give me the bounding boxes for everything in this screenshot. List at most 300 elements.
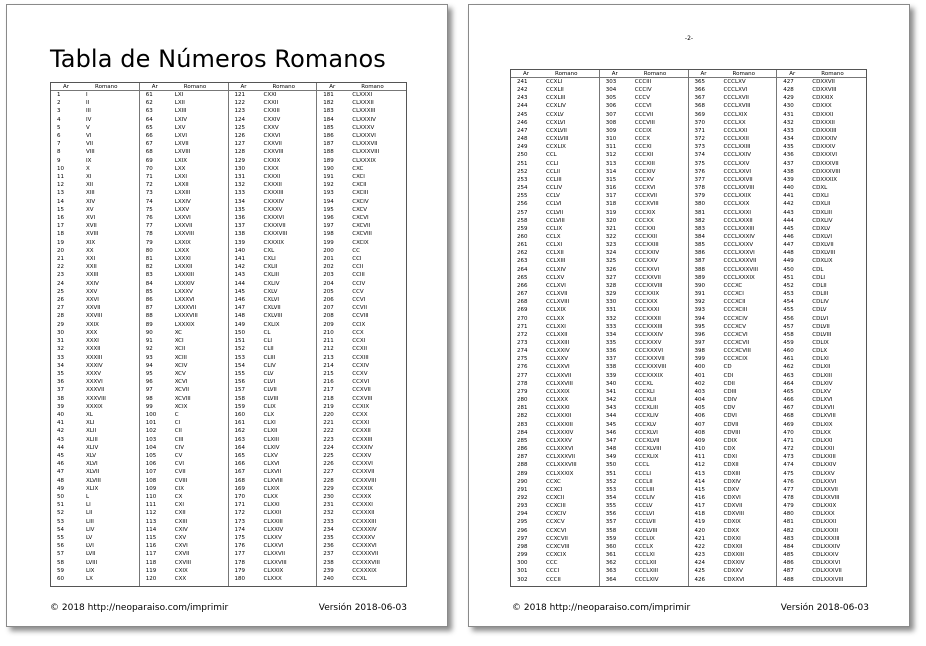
table-row	[600, 192, 688, 200]
roman-numeral: XXVI	[86, 297, 99, 304]
table-row	[511, 135, 599, 143]
table-row	[600, 551, 688, 559]
table-row	[229, 460, 317, 468]
roman-numeral: CCLXXI	[546, 323, 566, 330]
table-row	[51, 222, 139, 230]
table-row	[777, 372, 866, 380]
table-row	[777, 225, 866, 233]
roman-numeral: CCCXXXII	[634, 315, 661, 322]
roman-numeral: CXIV	[174, 526, 188, 533]
arabic-number: 454	[783, 299, 794, 306]
table-row	[51, 501, 139, 509]
table-row	[51, 214, 139, 222]
roman-numeral: CLVI	[263, 379, 276, 386]
arabic-number: 289	[517, 470, 528, 477]
arabic-number: 245	[517, 111, 528, 118]
arabic-number: 450	[783, 266, 794, 273]
table-row	[689, 200, 777, 208]
table-row	[777, 347, 866, 355]
arabic-number: 383	[694, 225, 705, 232]
arabic-number: 77	[145, 223, 153, 230]
table-row	[777, 315, 866, 323]
table-row	[229, 116, 317, 124]
table-row	[140, 255, 228, 263]
arabic-number: 132	[234, 182, 245, 189]
roman-numeral: CCLIX	[546, 225, 563, 232]
table-row	[229, 173, 317, 181]
table-row	[317, 534, 406, 542]
arabic-number: 464	[783, 380, 794, 387]
roman-numeral: CXXVII	[263, 141, 282, 148]
table-row	[229, 575, 317, 583]
arabic-number: 359	[605, 535, 617, 542]
roman-numeral: XXXVII	[86, 387, 105, 394]
arabic-number: 283	[517, 421, 528, 428]
roman-numeral: CXXVI	[263, 133, 281, 140]
roman-numeral: CXXXI	[263, 174, 281, 181]
table-row	[689, 543, 777, 551]
arabic-number: 444	[783, 217, 794, 224]
arabic-number: 141	[234, 256, 245, 263]
table-row	[600, 249, 688, 257]
table-row	[317, 477, 406, 485]
arabic-number: 18	[57, 231, 64, 238]
arabic-number: 299	[517, 552, 528, 559]
roman-numeral: CCC	[546, 560, 558, 567]
arabic-number: 168	[234, 477, 245, 484]
table-row	[140, 518, 228, 526]
arabic-number: 436	[783, 152, 794, 159]
roman-numeral: CDLXXXI	[812, 519, 837, 526]
roman-numeral: CCCXI	[634, 144, 652, 151]
table-row	[600, 518, 688, 526]
roman-numeral: CCCLXIII	[634, 568, 658, 575]
table-row	[689, 510, 777, 518]
arabic-number: 336	[605, 348, 617, 355]
arabic-number: 112	[145, 510, 157, 517]
roman-numeral: CXV	[174, 534, 187, 541]
arabic-number: 67	[145, 141, 153, 148]
roman-numeral: V	[86, 124, 90, 131]
table-row	[140, 542, 228, 550]
table-row	[140, 181, 228, 189]
roman-numeral: LXIV	[174, 116, 187, 123]
table-row	[600, 111, 688, 119]
roman-numeral: XC	[174, 329, 182, 336]
arabic-number: 111	[145, 502, 157, 509]
roman-numeral: LII	[86, 510, 93, 517]
arabic-number: 2	[57, 100, 61, 107]
header-arabic: Ar	[151, 84, 158, 90]
arabic-number: 183	[323, 108, 334, 115]
table-row	[229, 222, 317, 230]
footer-copyright: © 2018 http://neoparaiso.com/imprimir	[50, 603, 229, 613]
roman-numeral: CXLII	[263, 264, 278, 271]
table-row	[511, 355, 599, 363]
roman-numeral: CDLIV	[812, 299, 829, 306]
arabic-number: 40	[57, 411, 64, 418]
roman-numeral: LXVII	[174, 141, 189, 148]
table-row	[317, 230, 406, 238]
table-row	[511, 274, 599, 282]
arabic-number: 149	[234, 321, 245, 328]
table-row	[317, 386, 406, 394]
roman-numeral: LXXIX	[174, 239, 191, 246]
table-row	[689, 274, 777, 282]
arabic-number: 87	[145, 305, 153, 312]
arabic-number: 440	[783, 185, 794, 192]
table-row	[511, 380, 599, 388]
table-row	[229, 501, 317, 509]
table-row	[51, 239, 139, 247]
roman-numeral: XXIV	[86, 280, 99, 287]
roman-numeral: CXXXIX	[263, 239, 285, 246]
table-row	[777, 453, 866, 461]
roman-numeral: CLVII	[263, 387, 277, 394]
roman-numeral: LIV	[86, 526, 95, 533]
roman-numeral: CLXXVII	[263, 551, 285, 558]
roman-numeral: CCCXXIX	[634, 291, 660, 298]
roman-numeral: CLXXXVI	[352, 133, 376, 140]
roman-numeral: LXXVII	[174, 223, 193, 230]
roman-numeral: CDXXXIX	[812, 176, 838, 183]
table-row	[229, 239, 317, 247]
table-row	[511, 241, 599, 249]
arabic-number: 276	[517, 364, 528, 371]
roman-numeral: CCXV	[352, 370, 368, 377]
table-row	[777, 437, 866, 445]
arabic-number: 404	[694, 397, 705, 404]
arabic-number: 393	[694, 307, 705, 314]
roman-numeral: CCCXXV	[634, 258, 658, 265]
arabic-number: 345	[605, 421, 617, 428]
roman-numeral: CCCLXII	[634, 560, 657, 567]
arabic-number: 28	[57, 313, 64, 320]
roman-numeral: CCCXCIX	[723, 356, 748, 363]
table-row	[600, 151, 688, 159]
roman-numeral: CXCV	[352, 206, 368, 213]
roman-numeral: CCLXXXVII	[546, 454, 576, 461]
table-row	[689, 363, 777, 371]
arabic-number: 14	[57, 198, 64, 205]
roman-numeral: CLXXI	[263, 502, 280, 509]
roman-numeral: CIX	[174, 485, 184, 492]
table-row	[140, 550, 228, 558]
page-1	[6, 4, 448, 627]
arabic-number: 102	[145, 428, 157, 435]
table-row	[689, 257, 777, 265]
footer-version: Versión 2018-06-03	[780, 603, 869, 613]
arabic-number: 472	[783, 446, 794, 453]
table-row	[600, 306, 688, 314]
arabic-number: 363	[605, 568, 617, 575]
table-row	[689, 266, 777, 274]
table-row	[689, 421, 777, 429]
table-row	[600, 331, 688, 339]
roman-numeral: XXXIV	[86, 362, 103, 369]
roman-numeral: CDLXXXIV	[812, 543, 841, 550]
arabic-number: 362	[605, 560, 617, 567]
table-row	[600, 315, 688, 323]
arabic-number: 287	[517, 454, 528, 461]
arabic-number: 172	[234, 510, 245, 517]
table-row	[511, 445, 599, 453]
roman-numeral: LXVIII	[174, 149, 191, 156]
arabic-number: 88	[145, 313, 153, 320]
table-row	[140, 132, 228, 140]
arabic-number: 418	[694, 511, 705, 518]
table-row	[511, 217, 599, 225]
table-row	[317, 312, 406, 320]
table-row	[140, 460, 228, 468]
roman-numeral: CDLXXIV	[812, 462, 837, 469]
arabic-number: 294	[517, 511, 528, 518]
table-row	[229, 534, 317, 542]
arabic-number: 476	[783, 478, 794, 485]
arabic-number: 119	[145, 567, 157, 574]
table-row	[511, 168, 599, 176]
arabic-number: 300	[517, 560, 528, 567]
roman-numeral: CCCXLIX	[634, 454, 659, 461]
table-row	[600, 176, 688, 184]
roman-numeral: CCLIV	[546, 185, 563, 192]
roman-numeral: LXXIV	[174, 198, 191, 205]
arabic-number: 429	[783, 95, 794, 102]
table-row	[229, 148, 317, 156]
roman-numeral: XXVIII	[86, 313, 103, 320]
arabic-number: 442	[783, 201, 794, 208]
roman-numeral: CCLVIII	[546, 217, 565, 224]
arabic-number: 406	[694, 413, 705, 420]
arabic-number: 316	[605, 185, 617, 192]
arabic-number: 218	[323, 395, 334, 402]
arabic-number: 401	[694, 372, 705, 379]
roman-numeral: CXIX	[174, 567, 188, 574]
arabic-number: 322	[605, 233, 617, 240]
arabic-number: 85	[145, 288, 153, 295]
arabic-number: 408	[694, 429, 705, 436]
table-row	[511, 249, 599, 257]
arabic-number: 341	[605, 388, 617, 395]
table-header	[777, 70, 866, 78]
roman-numeral: CDLXXVII	[812, 486, 838, 493]
arabic-number: 365	[694, 79, 705, 85]
arabic-number: 212	[323, 346, 334, 353]
table-row	[600, 576, 688, 584]
arabic-number: 167	[234, 469, 245, 476]
table-row	[600, 453, 688, 461]
roman-numeral: CCCXXVII	[634, 274, 661, 281]
roman-numeral: CCCLXXXIX	[723, 274, 755, 281]
roman-numeral: CCXXV	[352, 452, 372, 459]
arabic-number: 273	[517, 340, 528, 346]
table-row	[140, 370, 228, 378]
roman-numeral: IX	[86, 157, 92, 164]
table-row	[51, 255, 139, 263]
roman-numeral: LV	[86, 534, 93, 541]
table-row	[777, 331, 866, 339]
table-row	[229, 165, 317, 173]
table-row	[600, 372, 688, 380]
arabic-number: 293	[517, 503, 528, 510]
roman-numeral: CDLI	[812, 274, 826, 281]
table-row	[600, 257, 688, 265]
roman-numeral: VIII	[86, 149, 95, 156]
roman-numeral: CII	[174, 428, 182, 435]
roman-numeral: CXLV	[263, 288, 278, 295]
arabic-number: 122	[234, 100, 245, 107]
roman-numeral: CDVII	[723, 421, 739, 428]
arabic-number: 45	[57, 452, 64, 459]
arabic-number: 206	[323, 297, 334, 304]
table-row	[600, 437, 688, 445]
roman-numeral: CCCXLV	[634, 421, 657, 428]
table-row	[689, 347, 777, 355]
table-row	[689, 192, 777, 200]
table-row	[317, 337, 406, 345]
arabic-number: 397	[694, 340, 705, 346]
arabic-number: 424	[694, 560, 705, 567]
table-row	[689, 143, 777, 151]
table-row	[689, 78, 777, 86]
roman-numeral: CXXVIII	[263, 149, 284, 156]
arabic-number: 71	[145, 174, 153, 181]
table-row	[229, 427, 317, 435]
roman-numeral: CCLXIX	[546, 307, 566, 314]
arabic-number: 477	[783, 486, 794, 493]
table-row	[777, 127, 866, 135]
arabic-number: 22	[57, 264, 64, 271]
roman-numeral: LXXI	[174, 174, 187, 181]
table-row	[51, 247, 139, 255]
arabic-number: 456	[783, 315, 794, 322]
table-row	[689, 388, 777, 396]
table-row	[689, 559, 777, 567]
table-row	[689, 486, 777, 494]
arabic-number: 25	[57, 288, 64, 295]
arabic-number: 118	[145, 559, 157, 566]
arabic-number: 352	[605, 478, 617, 485]
table-row	[140, 263, 228, 271]
arabic-number: 6	[57, 133, 61, 140]
table-row	[689, 119, 777, 127]
arabic-number: 34	[57, 362, 64, 369]
arabic-number: 196	[323, 215, 334, 222]
arabic-number: 455	[783, 307, 794, 314]
table-row	[140, 362, 228, 370]
roman-numeral: CDVI	[723, 413, 737, 420]
roman-numeral: CCCXIX	[634, 209, 656, 216]
roman-numeral: CXCVII	[352, 223, 371, 230]
table-row	[317, 518, 406, 526]
arabic-number: 446	[783, 233, 794, 240]
roman-numeral: CXXIV	[263, 116, 281, 123]
table-row	[777, 249, 866, 257]
roman-numeral: CCXXXI	[352, 502, 373, 509]
roman-numeral: CXXXII	[263, 182, 282, 189]
roman-numeral: CCVII	[352, 305, 367, 312]
roman-numeral: CCXXXVI	[352, 543, 377, 550]
table-row	[511, 461, 599, 469]
table-row	[777, 266, 866, 274]
table-row	[229, 107, 317, 115]
roman-numeral: CCCXXVI	[634, 266, 660, 273]
arabic-number: 103	[145, 436, 157, 443]
roman-numeral: CCIII	[352, 272, 365, 279]
table-row	[229, 206, 317, 214]
table-row	[511, 323, 599, 331]
roman-numeral: CDXXXVII	[812, 160, 839, 167]
table-row	[600, 135, 688, 143]
arabic-number: 390	[694, 282, 705, 289]
table-row	[777, 412, 866, 420]
table-row	[140, 280, 228, 288]
roman-numeral: CCLXXVI	[546, 364, 570, 371]
roman-numeral: CXVII	[174, 551, 190, 558]
roman-numeral: CXCVIII	[352, 231, 372, 238]
table-header	[51, 83, 139, 91]
arabic-number: 180	[234, 575, 245, 582]
arabic-number: 332	[605, 315, 617, 322]
roman-numeral: CLXXIII	[263, 518, 283, 525]
roman-numeral: CLXVIII	[263, 477, 283, 484]
table-row	[51, 370, 139, 378]
roman-numeral: CXLVII	[263, 305, 281, 312]
roman-numeral: CCCLXXXV	[723, 242, 754, 249]
roman-numeral: CDLXIV	[812, 380, 833, 387]
table-row	[511, 551, 599, 559]
roman-numeral: XLV	[86, 452, 96, 459]
table-row	[600, 119, 688, 127]
table-row	[51, 296, 139, 304]
arabic-number: 325	[605, 258, 617, 265]
arabic-number: 262	[517, 250, 528, 257]
table-row	[600, 200, 688, 208]
arabic-number: 114	[145, 526, 157, 533]
roman-numeral: XVII	[86, 223, 97, 230]
roman-numeral: CCCLXXIV	[723, 152, 752, 159]
arabic-number: 248	[517, 136, 528, 143]
table-row	[317, 493, 406, 501]
arabic-number: 239	[323, 567, 334, 574]
arabic-number: 392	[694, 299, 705, 306]
table-row	[51, 140, 139, 148]
table-row	[511, 421, 599, 429]
roman-numeral: CCLI	[546, 160, 559, 167]
arabic-number: 156	[234, 379, 245, 386]
roman-numeral: CCCLV	[634, 503, 653, 510]
table-row	[229, 91, 317, 99]
table-row	[140, 378, 228, 386]
table-row	[51, 509, 139, 517]
table-row	[511, 396, 599, 404]
table-row	[689, 168, 777, 176]
arabic-number: 366	[694, 87, 705, 94]
table-row	[511, 200, 599, 208]
roman-numeral: CCLXVI	[546, 282, 566, 289]
header-roman: Romano	[361, 84, 384, 90]
table-row	[51, 107, 139, 115]
roman-numeral: CCCXCIII	[723, 307, 748, 314]
roman-numeral: CDLXIII	[812, 372, 833, 379]
table-row	[689, 184, 777, 192]
roman-numeral: CCCXCVII	[723, 340, 750, 346]
arabic-number: 331	[605, 307, 617, 314]
roman-numeral: CCXXVII	[352, 469, 375, 476]
roman-numeral: CDLXI	[812, 356, 829, 363]
arabic-number: 176	[234, 543, 245, 550]
arabic-number: 29	[57, 321, 64, 328]
